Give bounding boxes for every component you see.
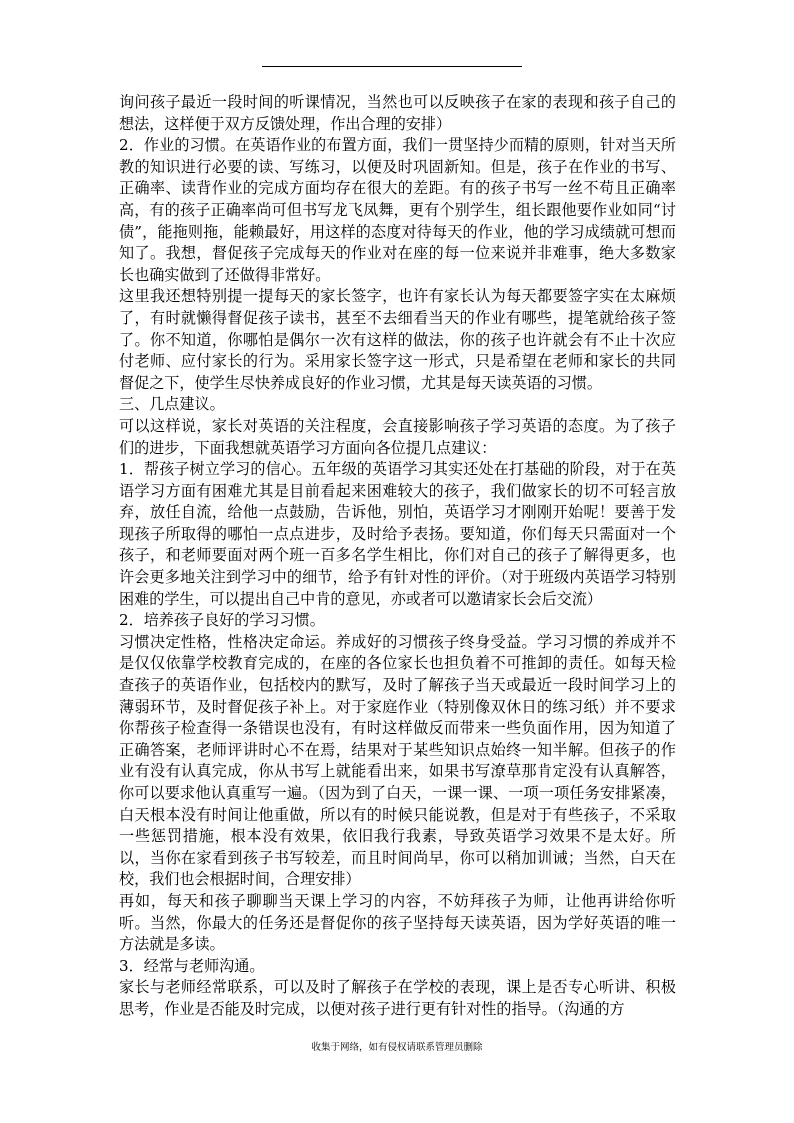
paragraph-daily-talk: 再如，每天和孩子聊聊当天课上学习的内容，不妨拜孩子为师，让他再讲给你听听。当然，你最大的任务还是督促你的孩子坚持每天读英语，因为学好英语的唯一方法就是多读。 <box>119 891 676 954</box>
page-footer: 收集于网络，如有侵权请联系管理员删除 <box>311 1042 483 1053</box>
subheading-study-habits: 2．培养孩子良好的学习习惯。 <box>119 611 325 630</box>
header-rule <box>262 66 522 67</box>
paragraph-confidence: 1．帮孩子树立学习的信心。五年级的英语学习其实还处在打基础的阶段，对于在英语学习方面有困难尤其是目前看起来困难较大的孩子，我们做家长的切不可轻言放弃，放任自流，给他一点鼓励，告诉他，别怕，英语学习才刚刚开始呢！要善于发现孩子所取得的哪怕一点点进步，及时给予表扬。要知道，你们每天只需面对一个孩子，和老师要面对两个班一百多名学生相比，你们对自己的孩子了解得更多，也许会更多地关注到学习中的细节，给予有针对性的评价。（对于班级内英语学习特别困难的学生，可以提出自己中肯的意见，亦或者可以邀请家长会后交流） <box>119 460 676 608</box>
paragraph-parent-signature: 这里我还想特别提一提每天的家长签字，也许有家长认为每天都要签字实在太麻烦了，有时就懒得督促孩子读书，甚至不去细看当天的作业有哪些，提笔就给孩子签了。你不知道，你哪怕是偶尔一次有这样的做法，你的孩子也许就会有不止十次应付老师、应付家长的行为。采用家长签字这一形式，只是希望在老师和家长的共同督促之下，使学生尽快养成良好的作业习惯，尤其是每天读英语的习惯。 <box>119 287 676 392</box>
paragraph-study-habits: 习惯决定性格，性格决定命运。养成好的习惯孩子终身受益。学习习惯的养成并不是仅仅依靠学校教育完成的，在座的各位家长也担负着不可推卸的责任。如每天检查孩子的英语作业，包括校内的默写，及时了解孩子当天或最近一段时间学习上的薄弱环节，及时督促孩子补上。对于家庭作业（特别像双休日的练习纸）并不要求你帮孩子检查得一条错误也没有，有时这样做反而带来一些负面作用，因为知道了正确答案，老师评讲时心不在焉，结果对于某些知识点始终一知半解。但孩子的作业有没有认真完成，你从书写上就能看出来，如果书写潦草那肯定没有认真解答，你可以要求他认真重写一遍。（因为到了白天，一课一课、一项一项任务安排紧凑，白天根本没有时间让他重做，所以有的时候只能说教，但是对于有些孩子，不采取一些惩罚措施，根本没有效果，依旧我行我素，导致英语学习效果不是太好。所以，当你在家看到孩子书写较差，而且时间尚早，你可以稍加训诫；当然，白天在校，我们也会根据时间，合理安排） <box>119 632 676 889</box>
document-body <box>119 92 676 1021</box>
paragraph-homework-habit: 2．作业的习惯。在英语作业的布置方面，我们一贯坚持少而精的原则，针对当天所教的知识进行必要的读、写练习，以便及时巩固新知。但是，孩子在作业的书写、正确率、读背作业的完成方面均存在很大的差距。有的孩子书写一丝不苟且正确率高，有的孩子正确率尚可但书写龙飞凤舞，更有个别学生，组长跟他要作业如同“讨债”，能拖则拖，能赖最好，用这样的态度对待每天的作业，他的学习成绩就可想而知了。我想，督促孩子完成每天的作业对在座的每一位来说并非难事，绝大多数家长也确实做到了还做得非常好。 <box>119 136 676 284</box>
subheading-teacher-communication: 3．经常与老师沟通。 <box>119 956 265 975</box>
paragraph-suggestions-intro: 可以这样说，家长对英语的关注程度，会直接影响孩子学习英语的态度。为了孩子们的进步，下面我想就英语学习方面向各位提几点建议： <box>119 416 676 457</box>
paragraph-continued-parent-feedback: 询问孩子最近一段时间的听课情况，当然也可以反映孩子在家的表现和孩子自己的想法，这样便于双方反馈处理，作出合理的安排） <box>119 93 676 133</box>
paragraph-teacher-communication: 家长与老师经常联系，可以及时了解孩子在学校的表现，课上是否专心听讲、积极思考，作业是否能及时完成，以便对孩子进行更有针对性的指导。（沟通的方 <box>119 978 676 1018</box>
section-heading-suggestions: 三、几点建议。 <box>119 395 225 414</box>
